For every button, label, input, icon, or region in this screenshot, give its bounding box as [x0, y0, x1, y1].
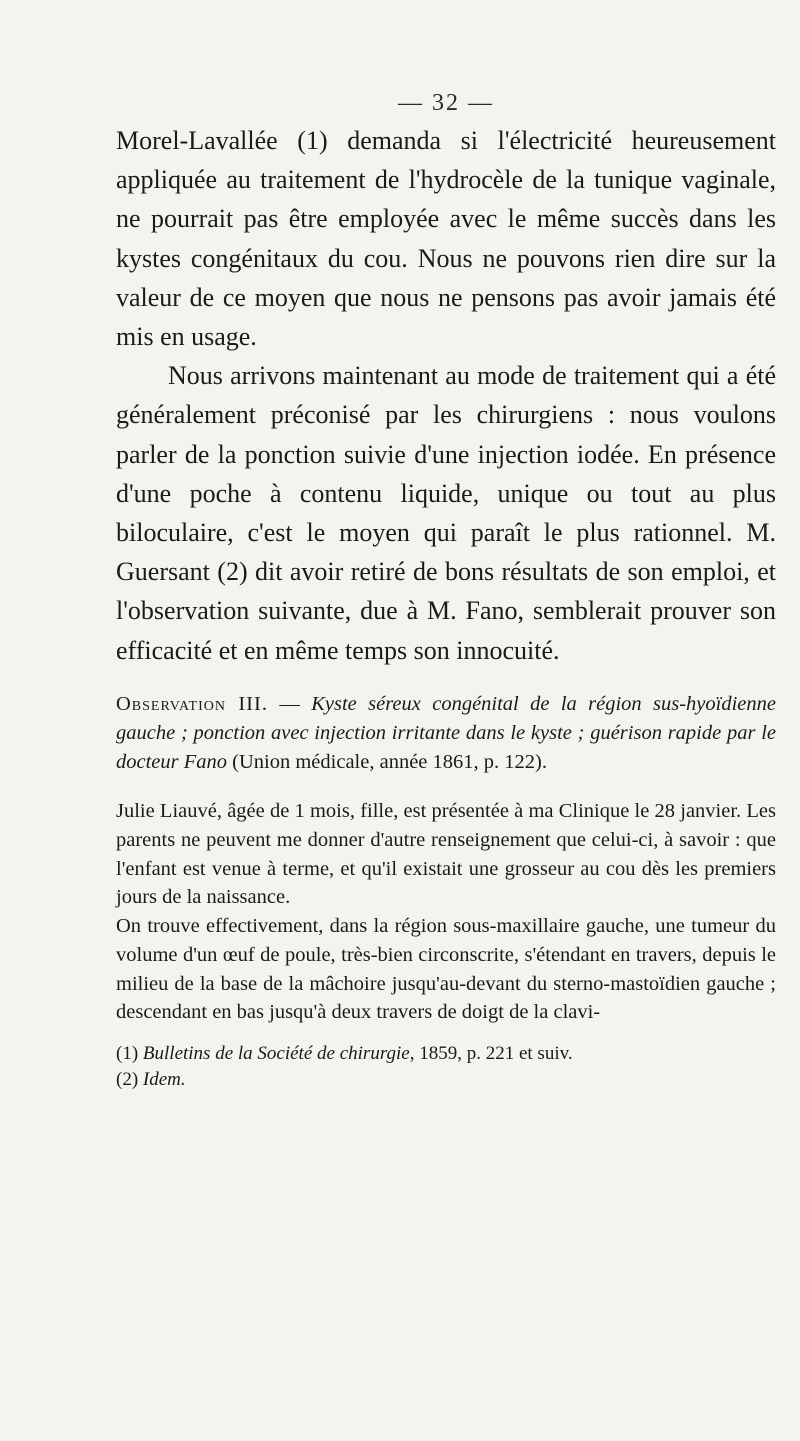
observation-label: Observation III.: [116, 692, 268, 715]
footnote-2-title: Idem.: [142, 1068, 186, 1090]
page-number: — 32 —: [398, 90, 494, 116]
footnote-1: [116, 1041, 776, 1067]
case-paragraph-presentation: Julie Liauvé, âgée de 1 mois, fille, est présentée à ma Clinique le 28 janvier. Les parents ne peuvent me donner d'autre renseignement que celui-ci, à savoir : que l'enfant est venue à terme, et qu'il existait une grosseur au cou dès les premiers jours de la naissance.: [116, 800, 776, 909]
observation-dash: —: [267, 692, 312, 715]
case-paragraph-examination: On trouve effectivement, dans la région sous-maxillaire gauche, une tumeur du volume d'un œuf de poule, très-bien circonscrite, s'étendant en travers, depuis le milieu de la base de la mâchoire jusqu'au-devant du sterno-mastoïdien gauche ; descendant en bas jusqu'à deux travers de doigt de la clavi-: [116, 915, 776, 1024]
footnote-2: [116, 1067, 776, 1093]
footnote-2-mark: (2): [116, 1068, 143, 1090]
footnote-1-rest: , 1859, p. 221 et suiv.: [409, 1042, 573, 1064]
observation-title: Kyste séreux congénital de la région sus-hyoïdienne gauche ; ponction avec injection irritante dans le kyste ; guérison rapide par le docteur Fano: [116, 692, 776, 773]
footnote-1-title: Bulletins de la Société de chirurgie: [142, 1042, 410, 1064]
paragraph-iodine-injection: Nous arrivons maintenant au mode de traitement qui a été généralement préconisé par les chirurgiens : nous voulons parler de la ponction suivie d'une injection iodée. En présence d'une poche à contenu liquide, unique ou tout au plus biloculaire, c'est le moyen qui paraît le plus rationnel. M. Guersant (2) dit avoir retiré de bons résultats de son emploi, et l'observation suivante, due à M. Fano, semblerait prouver son efficacité et en même temps son innocuité.: [116, 361, 776, 665]
footnotes: [116, 1041, 776, 1093]
paragraph-electricity: Morel-Lavallée (1) demanda si l'électricité heureusement appliquée au traitement de l'hydrocèle de la tunique vaginale, ne pourrait pas être employée avec le même succès dans les kystes congénitaux du cou. Nous ne pouvons rien dire sur la valeur de ce moyen que nous ne pensons pas avoir jamais été mis en usage.: [116, 126, 776, 352]
document-page: [116, 90, 776, 1093]
observation-heading: [116, 690, 776, 777]
observation-source: (Union médicale, année 1861, p. 122).: [227, 750, 547, 773]
footnote-1-mark: (1): [116, 1042, 143, 1064]
